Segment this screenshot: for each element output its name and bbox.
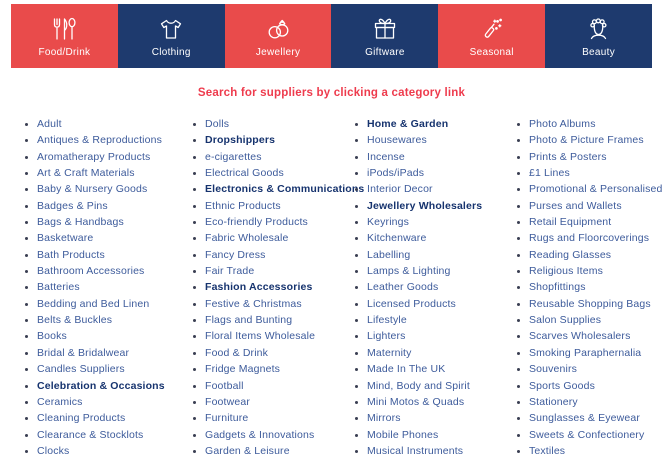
category-link[interactable]: • Photo Albums <box>529 116 662 132</box>
category-link[interactable]: • Badges & Pins <box>37 198 190 214</box>
category-link[interactable]: • Flags and Bunting <box>205 312 352 328</box>
category-tabbar <box>11 4 652 68</box>
category-link[interactable]: • Eco-friendly Products <box>205 214 352 230</box>
category-column <box>22 116 190 459</box>
category-link[interactable]: • Electronics & Communications <box>205 181 352 197</box>
category-link[interactable]: • Souvenirs <box>529 361 662 377</box>
category-link[interactable]: • Salon Supplies <box>529 312 662 328</box>
category-link[interactable]: • Festive & Christmas <box>205 296 352 312</box>
category-link[interactable]: • Cleaning Products <box>37 410 190 426</box>
category-link[interactable]: • Home & Garden <box>367 116 514 132</box>
category-link[interactable]: • Fancy Dress <box>205 247 352 263</box>
category-column <box>190 116 365 459</box>
category-link[interactable]: • Sports Goods <box>529 378 662 394</box>
gift-box-icon <box>371 15 399 43</box>
category-link[interactable]: • Antiques & Reproductions <box>37 132 190 148</box>
tshirt-icon <box>157 15 185 43</box>
category-link[interactable]: • Lighters <box>367 328 514 344</box>
category-link[interactable]: • Sunglasses & Eyewear <box>529 410 662 426</box>
category-link[interactable]: • Garden & Leisure <box>205 443 352 459</box>
category-link[interactable]: • Art & Craft Materials <box>37 165 190 181</box>
category-link[interactable]: • Ethnic Products <box>205 198 352 214</box>
category-link[interactable]: • Floral Items Wholesale <box>205 328 352 344</box>
category-link[interactable]: • Bedding and Bed Linen <box>37 296 190 312</box>
category-link[interactable]: • Clearance & Stocklots <box>37 427 190 443</box>
category-link[interactable]: • Food & Drink <box>205 345 352 361</box>
category-link[interactable]: • Baby & Nursery Goods <box>37 181 190 197</box>
tab-label: Beauty <box>582 46 616 58</box>
tab-label: Food/Drink <box>38 46 91 58</box>
category-link[interactable]: • Bath Products <box>37 247 190 263</box>
tab-label: Giftware <box>365 46 405 58</box>
category-link[interactable]: • Textiles <box>529 443 662 459</box>
category-link[interactable]: • iPods/iPads <box>367 165 514 181</box>
category-link[interactable]: • Shopfittings <box>529 279 662 295</box>
category-link[interactable]: • £1 Lines <box>529 165 662 181</box>
category-link[interactable]: • Prints & Posters <box>529 149 662 165</box>
tab-label: Jewellery <box>255 46 301 58</box>
category-link[interactable]: • Reading Glasses <box>529 247 662 263</box>
category-link[interactable]: • Fashion Accessories <box>205 279 352 295</box>
category-link[interactable]: • Fabric Wholesale <box>205 230 352 246</box>
category-link[interactable]: • Bathroom Accessories <box>37 263 190 279</box>
category-link[interactable]: • Smoking Paraphernalia <box>529 345 662 361</box>
category-link[interactable]: • Retail Equipment <box>529 214 662 230</box>
rings-icon <box>264 15 292 43</box>
category-link[interactable]: • Purses and Wallets <box>529 198 662 214</box>
category-link[interactable]: • Made In The UK <box>367 361 514 377</box>
category-link[interactable]: • Kitchenware <box>367 230 514 246</box>
category-link[interactable]: • Bags & Handbags <box>37 214 190 230</box>
category-link[interactable]: • Mind, Body and Spirit <box>367 378 514 394</box>
category-link[interactable]: • Aromatherapy Products <box>37 149 190 165</box>
category-link[interactable]: • Gadgets & Innovations <box>205 427 352 443</box>
category-link[interactable]: • Rugs and Floorcoverings <box>529 230 662 246</box>
category-link[interactable]: • Reusable Shopping Bags <box>529 296 662 312</box>
category-link[interactable]: • Jewellery Wholesalers <box>367 198 514 214</box>
category-column <box>352 116 514 459</box>
cutlery-icon <box>50 15 78 43</box>
category-link[interactable]: • Clocks <box>37 443 190 459</box>
tab-seasonal[interactable] <box>438 4 545 68</box>
category-link[interactable]: • Mirrors <box>367 410 514 426</box>
category-link[interactable]: • Dropshippers <box>205 132 352 148</box>
tab-label: Seasonal <box>469 46 514 58</box>
category-link[interactable]: • Keyrings <box>367 214 514 230</box>
category-link[interactable]: • Mini Motos & Quads <box>367 394 514 410</box>
category-link[interactable]: • Furniture <box>205 410 352 426</box>
category-columns <box>0 116 663 459</box>
category-link[interactable]: • Sweets & Confectionery <box>529 427 662 443</box>
tab-beauty[interactable] <box>545 4 652 68</box>
category-link[interactable]: • Adult <box>37 116 190 132</box>
category-link[interactable]: • Belts & Buckles <box>37 312 190 328</box>
category-link[interactable]: • Dolls <box>205 116 352 132</box>
category-link[interactable]: • Photo & Picture Frames <box>529 132 662 148</box>
category-link[interactable]: • Books <box>37 328 190 344</box>
category-link[interactable]: • Electrical Goods <box>205 165 352 181</box>
category-column <box>514 116 662 459</box>
category-link[interactable]: • Candles Suppliers <box>37 361 190 377</box>
party-bottle-icon <box>478 15 506 43</box>
category-link[interactable]: • Labelling <box>367 247 514 263</box>
category-link[interactable]: • Promotional & Personalised <box>529 181 662 197</box>
category-link[interactable]: • Leather Goods <box>367 279 514 295</box>
category-link[interactable]: • e-cigarettes <box>205 149 352 165</box>
tab-label: Clothing <box>151 46 191 58</box>
category-link[interactable]: • Licensed Products <box>367 296 514 312</box>
category-link[interactable]: • Batteries <box>37 279 190 295</box>
tab-jewellery[interactable] <box>225 4 332 68</box>
category-link[interactable]: • Religious Items <box>529 263 662 279</box>
page-title: Search for suppliers by clicking a category link <box>197 87 466 99</box>
category-link[interactable]: • Fridge Magnets <box>205 361 352 377</box>
category-link[interactable]: • Football <box>205 378 352 394</box>
woman-face-icon <box>585 15 613 43</box>
category-link[interactable]: • Footwear <box>205 394 352 410</box>
tab-clothing[interactable] <box>118 4 225 68</box>
category-link[interactable]: • Musical Instruments <box>367 443 514 459</box>
category-link[interactable]: • Fair Trade <box>205 263 352 279</box>
category-link[interactable]: • Scarves Wholesalers <box>529 328 662 344</box>
category-link[interactable]: • Celebration & Occasions <box>37 378 190 394</box>
category-link[interactable]: • Ceramics <box>37 394 190 410</box>
category-link[interactable]: • Housewares <box>367 132 514 148</box>
category-link[interactable]: • Mobile Phones <box>367 427 514 443</box>
category-link[interactable]: • Bridal & Bridalwear <box>37 345 190 361</box>
category-link[interactable]: • Interior Decor <box>367 181 514 197</box>
tab-food-drink[interactable] <box>11 4 118 68</box>
category-link[interactable]: • Lifestyle <box>367 312 514 328</box>
category-link[interactable]: • Lamps & Lighting <box>367 263 514 279</box>
tab-giftware[interactable] <box>331 4 438 68</box>
category-link[interactable]: • Basketware <box>37 230 190 246</box>
category-link[interactable]: • Stationery <box>529 394 662 410</box>
category-link[interactable]: • Incense <box>367 149 514 165</box>
category-link[interactable]: • Maternity <box>367 345 514 361</box>
